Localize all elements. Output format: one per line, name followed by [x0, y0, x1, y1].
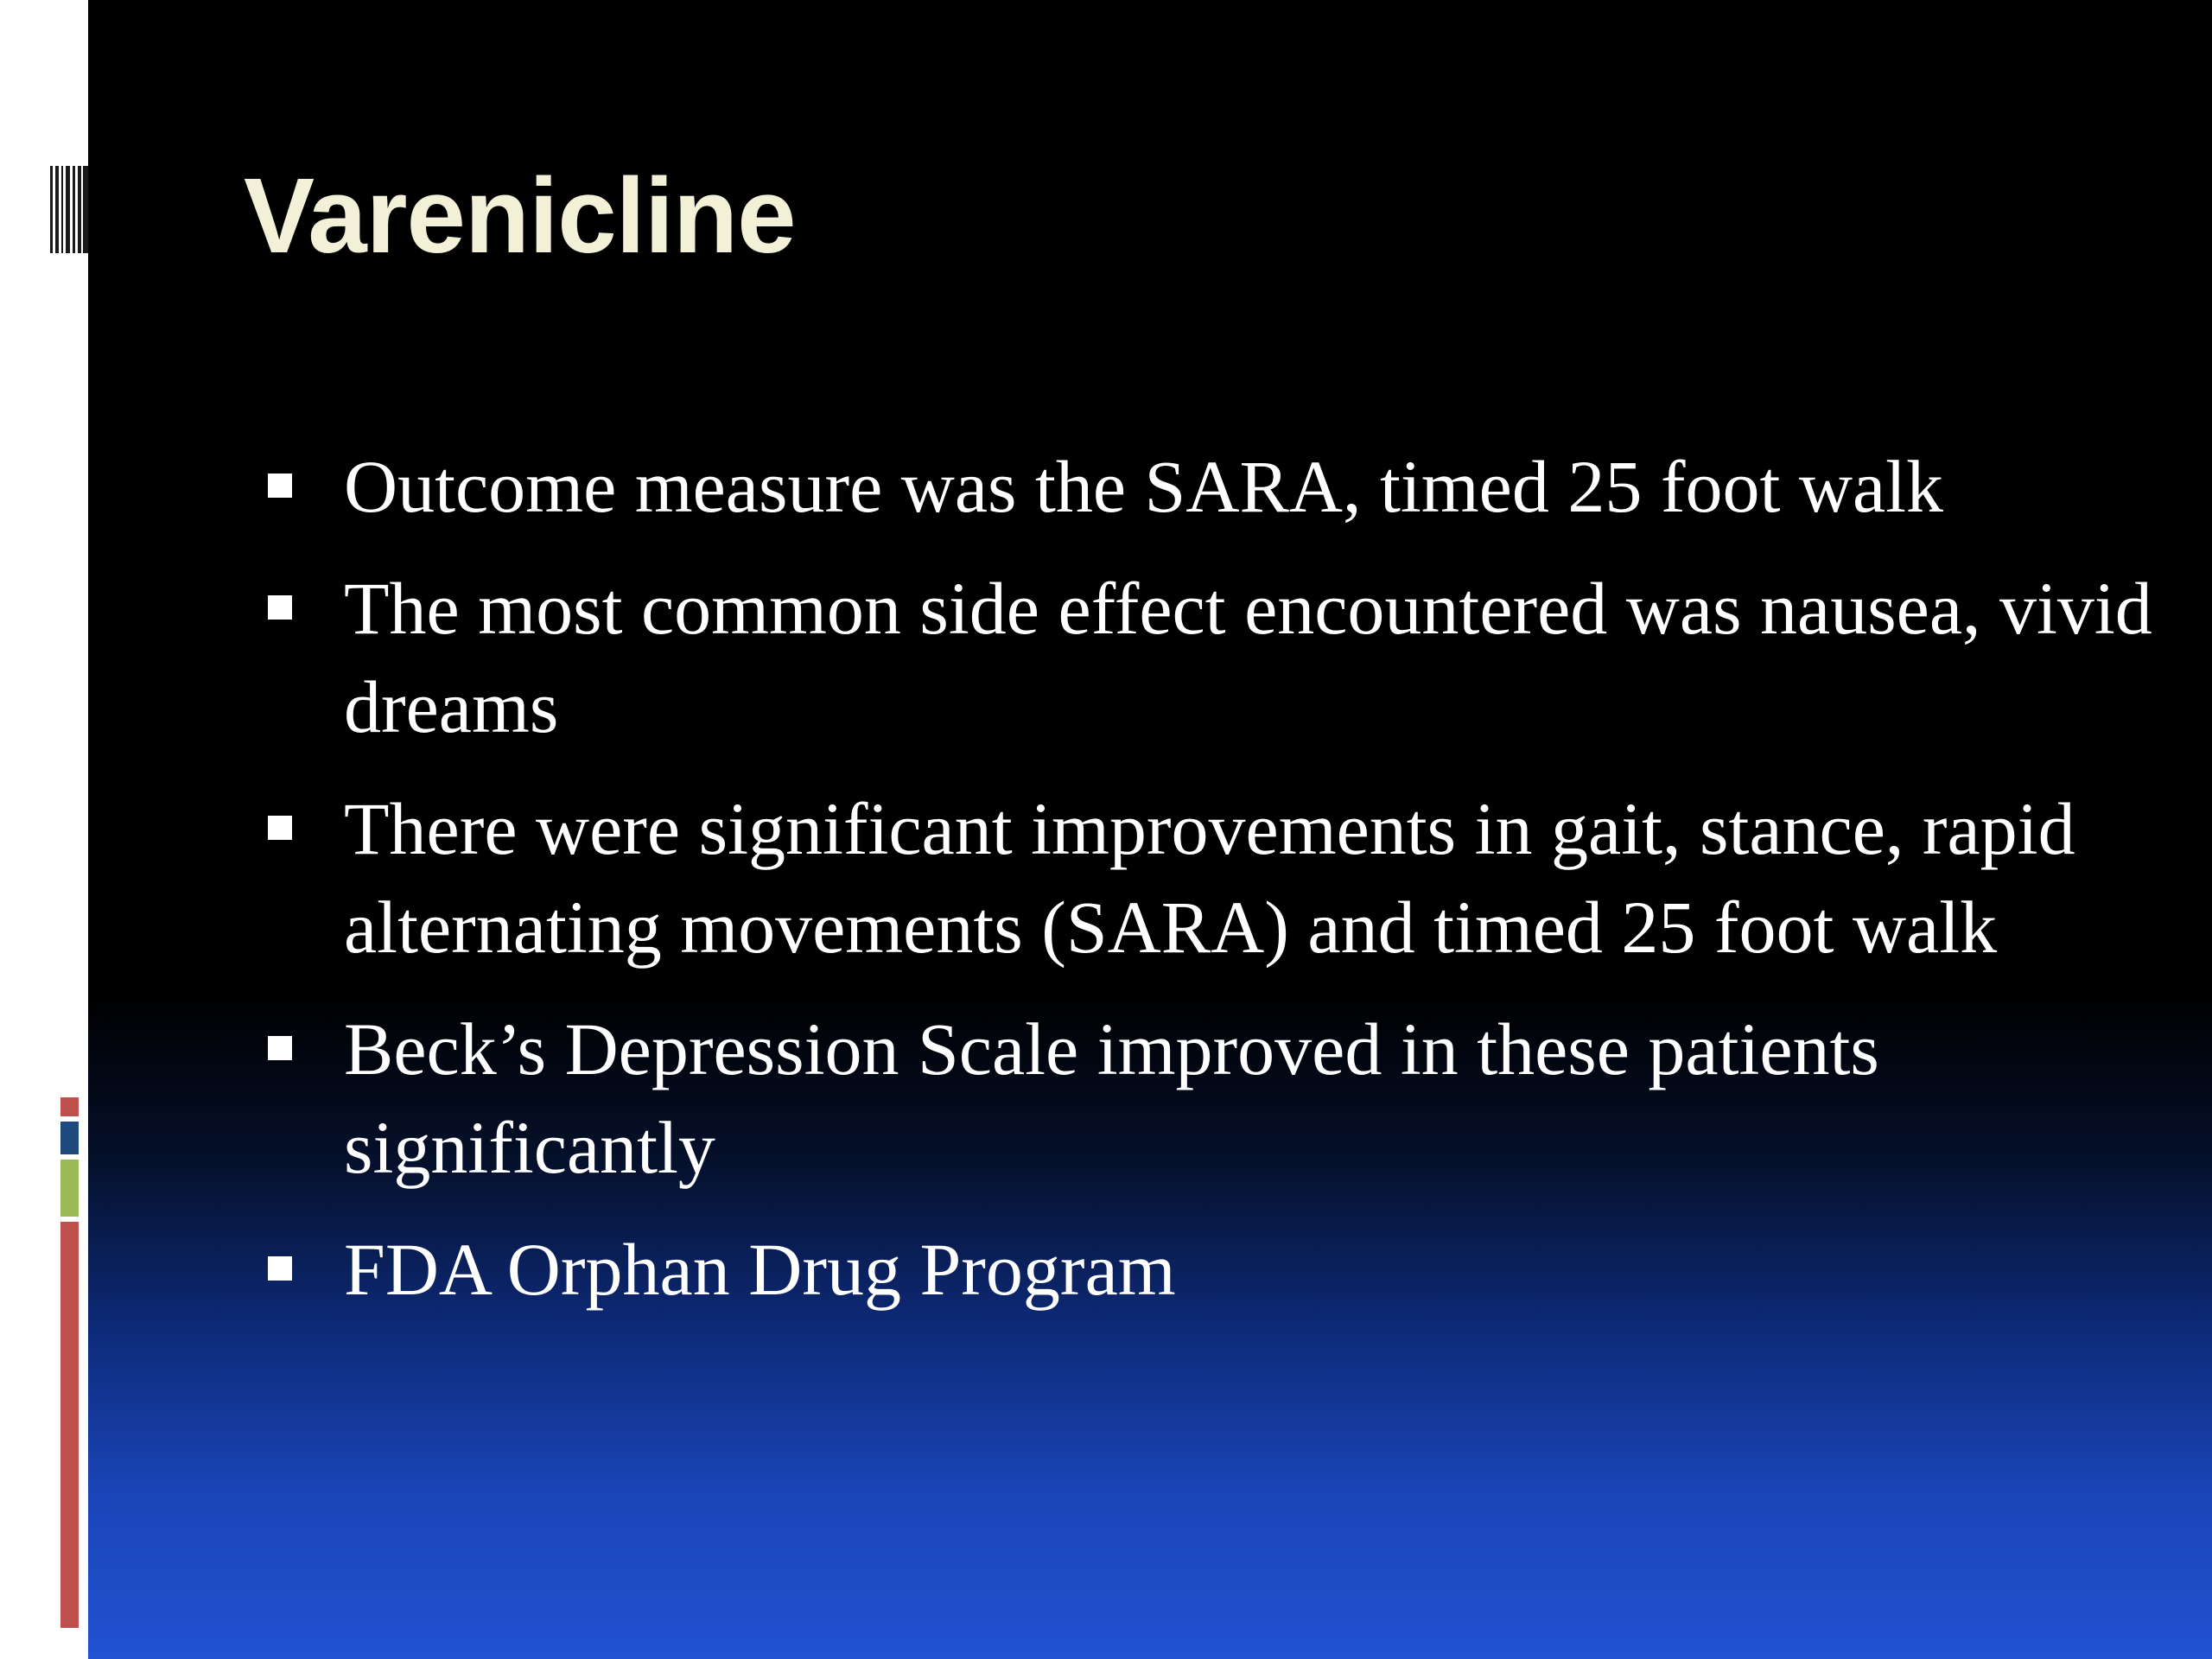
- slide-title: Varenicline: [244, 157, 796, 276]
- accent-bar-green: [60, 1160, 79, 1217]
- accent-bar-blue: [60, 1122, 79, 1154]
- bullet-list: [261, 437, 2205, 1342]
- bullet-text: There were significant improvements in gait, stance, rapid alternating movements (SARA) and timed 25 foot walk: [344, 787, 2075, 969]
- bullet-text: FDA Orphan Drug Program: [344, 1228, 1176, 1311]
- accent-bar-red: [60, 1222, 79, 1628]
- square-bullet-icon: [268, 1036, 292, 1060]
- bullet-text: Outcome measure was the SARA, timed 25 foot walk: [344, 445, 1944, 528]
- slide: [88, 0, 2212, 1659]
- square-bullet-icon: [268, 595, 292, 620]
- bullet-item: [261, 437, 2205, 536]
- bullet-item: [261, 559, 2205, 756]
- bullet-text: Beck’s Depression Scale improved in these patients significantly: [344, 1007, 1879, 1189]
- bullet-item: [261, 779, 2205, 976]
- accent-bar-red-top: [60, 1097, 79, 1116]
- square-bullet-icon: [268, 816, 292, 840]
- slide-side-decoration: [0, 0, 88, 1659]
- barcode-decoration: [50, 166, 88, 253]
- bullet-text: The most common side effect encountered was nausea, vivid dreams: [344, 567, 2152, 748]
- square-bullet-icon: [268, 474, 292, 498]
- bullet-item: [261, 1220, 2205, 1319]
- square-bullet-icon: [268, 1256, 292, 1281]
- bullet-item: [261, 1000, 2205, 1197]
